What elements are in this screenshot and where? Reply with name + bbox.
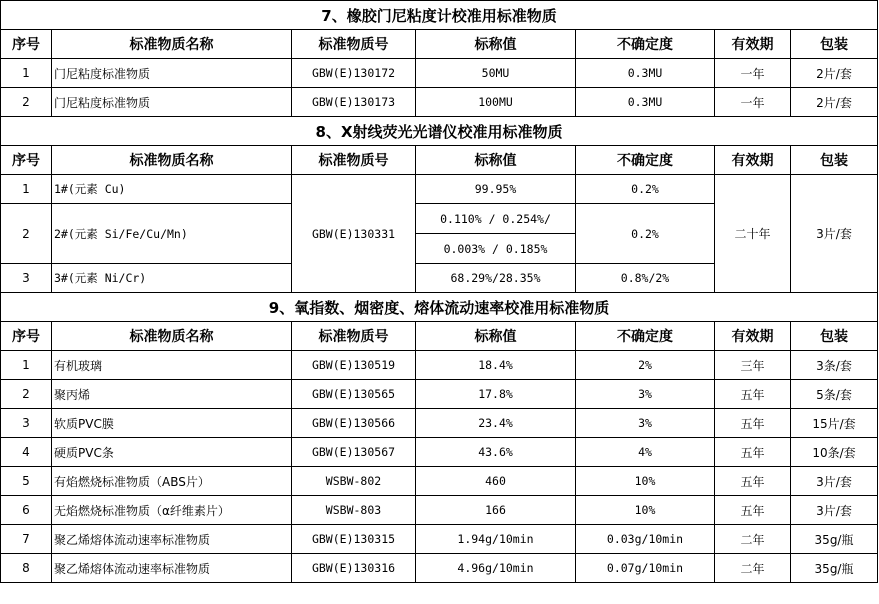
header-row xyxy=(1,30,878,59)
cell-package: 10条/套 xyxy=(791,438,878,467)
cell-name: 2#(元素 Si/Fe/Cu/Mn) xyxy=(52,204,292,264)
header-package: 包装 xyxy=(791,322,878,351)
table-row xyxy=(1,525,878,554)
cell-code: WSBW-803 xyxy=(292,496,416,525)
section-8-title-row xyxy=(1,117,878,146)
cell-uncertainty: 0.2% xyxy=(576,175,715,204)
cell-no: 2 xyxy=(1,380,52,409)
cell-code: GBW(E)130316 xyxy=(292,554,416,583)
table-row xyxy=(1,88,878,117)
header-no: 序号 xyxy=(1,322,52,351)
cell-value: 17.8% xyxy=(416,380,576,409)
header-name: 标准物质名称 xyxy=(52,322,292,351)
cell-validity: 五年 xyxy=(715,380,791,409)
cell-no: 3 xyxy=(1,409,52,438)
cell-uncertainty: 10% xyxy=(576,467,715,496)
cell-package: 2片/套 xyxy=(791,59,878,88)
cell-uncertainty: 0.2% xyxy=(576,204,715,264)
header-no: 序号 xyxy=(1,146,52,175)
section-8 xyxy=(1,117,878,293)
cell-no: 1 xyxy=(1,175,52,204)
cell-no: 8 xyxy=(1,554,52,583)
cell-name: 聚丙烯 xyxy=(52,380,292,409)
cell-no: 7 xyxy=(1,525,52,554)
cell-value: 18.4% xyxy=(416,351,576,380)
table-row xyxy=(1,438,878,467)
cell-code: GBW(E)130519 xyxy=(292,351,416,380)
cell-package: 15片/套 xyxy=(791,409,878,438)
cell-no: 6 xyxy=(1,496,52,525)
cell-no: 1 xyxy=(1,351,52,380)
cell-uncertainty: 4% xyxy=(576,438,715,467)
cell-name: 有焰燃烧标准物质（ABS片） xyxy=(52,467,292,496)
cell-value: 68.29%/28.35% xyxy=(416,264,576,293)
header-validity: 有效期 xyxy=(715,322,791,351)
section-8-title: 8、X射线荧光光谱仪校准用标准物质 xyxy=(1,117,878,146)
cell-validity: 一年 xyxy=(715,88,791,117)
cell-package: 5条/套 xyxy=(791,380,878,409)
cell-name: 硬质PVC条 xyxy=(52,438,292,467)
cell-value: 43.6% xyxy=(416,438,576,467)
cell-package: 2片/套 xyxy=(791,88,878,117)
cell-name: 3#(元素 Ni/Cr) xyxy=(52,264,292,293)
section-9-title: 9、氧指数、烟密度、熔体流动速率校准用标准物质 xyxy=(1,293,878,322)
header-no: 序号 xyxy=(1,30,52,59)
cell-no: 5 xyxy=(1,467,52,496)
header-code: 标准物质号 xyxy=(292,322,416,351)
header-value: 标称值 xyxy=(416,146,576,175)
cell-name: 软质PVC膜 xyxy=(52,409,292,438)
table-row xyxy=(1,467,878,496)
cell-code: GBW(E)130172 xyxy=(292,59,416,88)
cell-value: 4.96g/10min xyxy=(416,554,576,583)
cell-code: GBW(E)130567 xyxy=(292,438,416,467)
header-name: 标准物质名称 xyxy=(52,146,292,175)
cell-uncertainty: 0.3MU xyxy=(576,88,715,117)
header-uncertainty: 不确定度 xyxy=(576,322,715,351)
cell-uncertainty: 10% xyxy=(576,496,715,525)
cell-no: 1 xyxy=(1,59,52,88)
cell-validity: 三年 xyxy=(715,351,791,380)
cell-name: 1#(元素 Cu) xyxy=(52,175,292,204)
cell-no: 2 xyxy=(1,88,52,117)
cell-code: GBW(E)130331 xyxy=(292,175,416,293)
section-9-title-row xyxy=(1,293,878,322)
cell-package: 3片/套 xyxy=(791,467,878,496)
cell-validity: 二年 xyxy=(715,554,791,583)
section-7-title: 7、橡胶门尼粘度计校准用标准物质 xyxy=(1,1,878,30)
cell-package: 35g/瓶 xyxy=(791,525,878,554)
header-validity: 有效期 xyxy=(715,30,791,59)
header-uncertainty: 不确定度 xyxy=(576,146,715,175)
header-package: 包装 xyxy=(791,146,878,175)
header-value: 标称值 xyxy=(416,30,576,59)
table-row xyxy=(1,496,878,525)
cell-validity: 二十年 xyxy=(715,175,791,293)
cell-uncertainty: 0.8%/2% xyxy=(576,264,715,293)
cell-code: GBW(E)130566 xyxy=(292,409,416,438)
cell-no: 2 xyxy=(1,204,52,264)
table-row xyxy=(1,351,878,380)
cell-value: 1.94g/10min xyxy=(416,525,576,554)
cell-value: 166 xyxy=(416,496,576,525)
cell-name: 有机玻璃 xyxy=(52,351,292,380)
table-row xyxy=(1,59,878,88)
header-value: 标称值 xyxy=(416,322,576,351)
header-package: 包装 xyxy=(791,30,878,59)
header-uncertainty: 不确定度 xyxy=(576,30,715,59)
cell-value: 23.4% xyxy=(416,409,576,438)
cell-value: 50MU xyxy=(416,59,576,88)
cell-no: 4 xyxy=(1,438,52,467)
cell-uncertainty: 0.3MU xyxy=(576,59,715,88)
cell-package: 3条/套 xyxy=(791,351,878,380)
cell-package: 3片/套 xyxy=(791,175,878,293)
header-code: 标准物质号 xyxy=(292,146,416,175)
cell-uncertainty: 2% xyxy=(576,351,715,380)
cell-uncertainty: 0.07g/10min xyxy=(576,554,715,583)
table-row xyxy=(1,380,878,409)
header-code: 标准物质号 xyxy=(292,30,416,59)
cell-name: 聚乙烯熔体流动速率标准物质 xyxy=(52,525,292,554)
cell-name: 门尼粘度标准物质 xyxy=(52,88,292,117)
header-row xyxy=(1,146,878,175)
cell-name: 聚乙烯熔体流动速率标准物质 xyxy=(52,554,292,583)
cell-uncertainty: 3% xyxy=(576,409,715,438)
cell-validity: 二年 xyxy=(715,525,791,554)
cell-code: GBW(E)130173 xyxy=(292,88,416,117)
table-row xyxy=(1,175,878,204)
cell-package: 3片/套 xyxy=(791,496,878,525)
header-row xyxy=(1,322,878,351)
cell-value-part-b: 0.003% / 0.185% xyxy=(416,234,576,264)
section-7-title-row xyxy=(1,1,878,30)
cell-value: 100MU xyxy=(416,88,576,117)
cell-validity: 一年 xyxy=(715,59,791,88)
header-name: 标准物质名称 xyxy=(52,30,292,59)
cell-code: GBW(E)130565 xyxy=(292,380,416,409)
cell-validity: 五年 xyxy=(715,496,791,525)
cell-name: 无焰燃烧标准物质（α纤维素片） xyxy=(52,496,292,525)
section-7 xyxy=(1,1,878,117)
cell-code: WSBW-802 xyxy=(292,467,416,496)
header-validity: 有效期 xyxy=(715,146,791,175)
cell-value: 99.95% xyxy=(416,175,576,204)
cell-name: 门尼粘度标准物质 xyxy=(52,59,292,88)
cell-package: 35g/瓶 xyxy=(791,554,878,583)
cell-value: 460 xyxy=(416,467,576,496)
cell-uncertainty: 3% xyxy=(576,380,715,409)
table-row xyxy=(1,554,878,583)
cell-validity: 五年 xyxy=(715,409,791,438)
section-9 xyxy=(1,293,878,583)
cell-no: 3 xyxy=(1,264,52,293)
cell-uncertainty: 0.03g/10min xyxy=(576,525,715,554)
cell-value-part-a: 0.110% / 0.254%/ xyxy=(416,204,576,234)
cell-validity: 五年 xyxy=(715,438,791,467)
cell-validity: 五年 xyxy=(715,467,791,496)
table-row xyxy=(1,409,878,438)
cell-code: GBW(E)130315 xyxy=(292,525,416,554)
